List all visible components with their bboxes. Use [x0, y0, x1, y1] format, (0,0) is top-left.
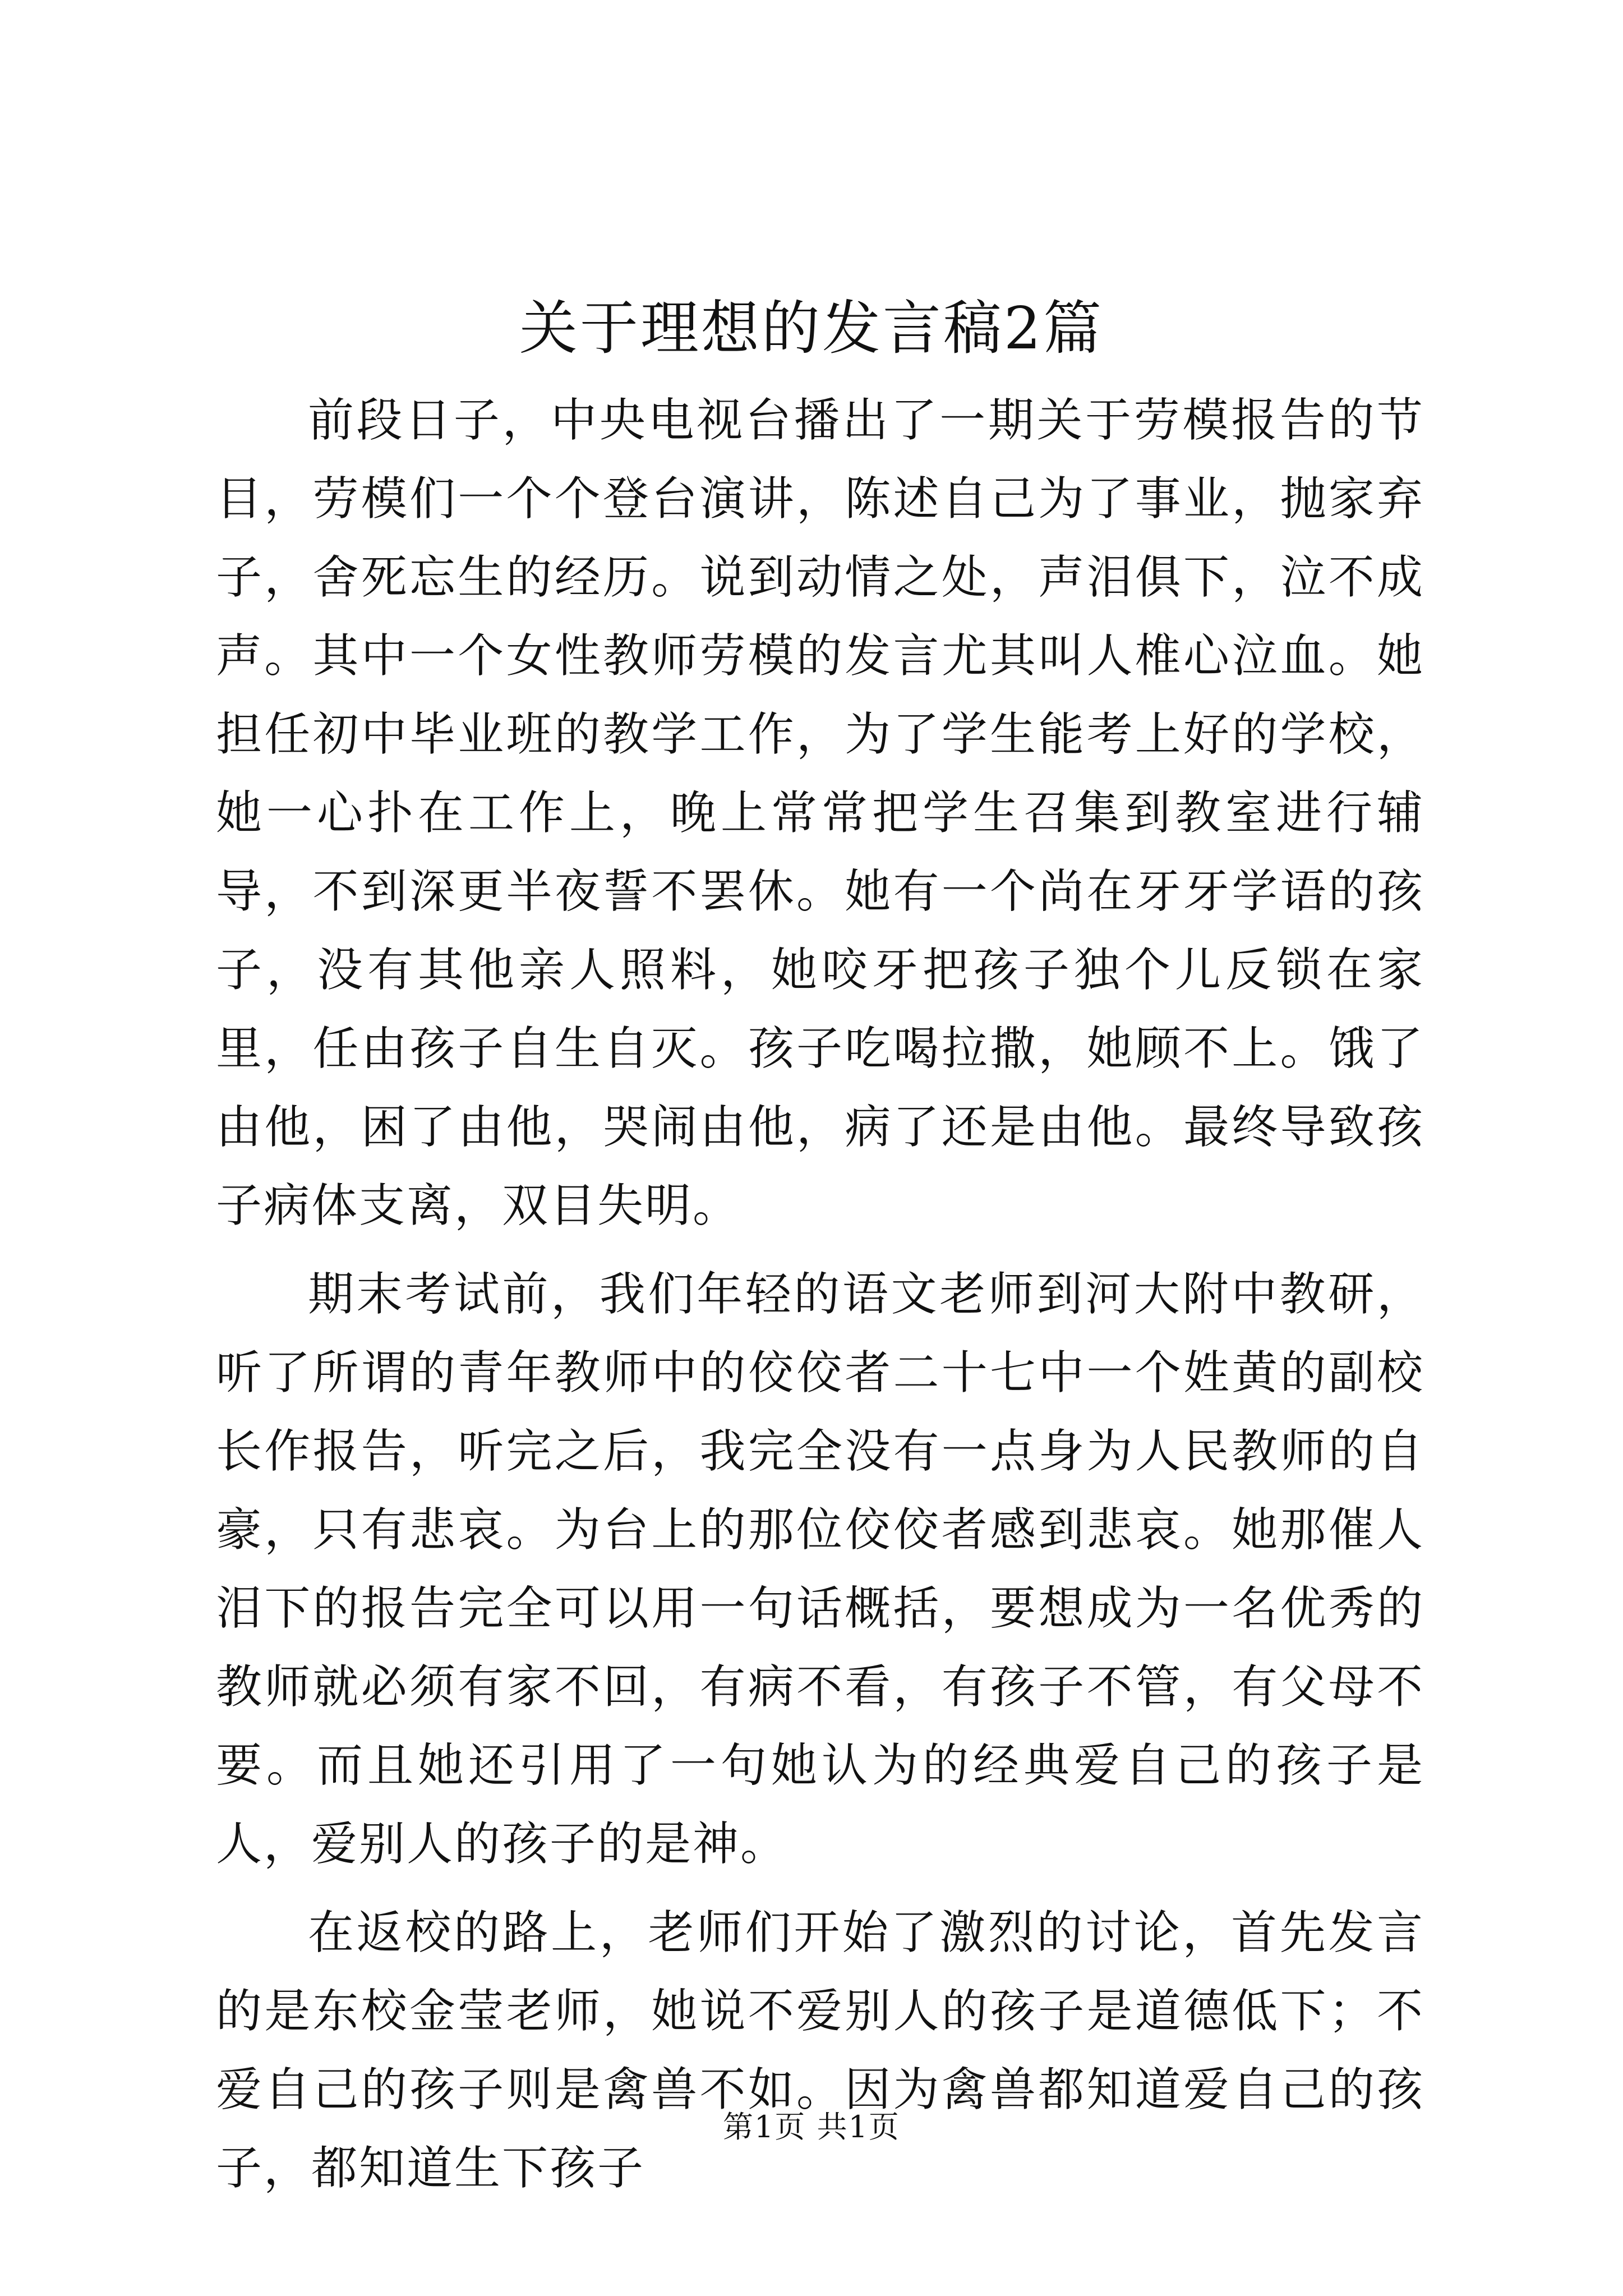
document-body — [216, 381, 1424, 2218]
document-title: 关于理想的发言稿2篇 — [519, 294, 1104, 362]
paragraph-2: 期末考试前，我们年轻的语文老师到河大附中教研，听了所谓的青年教师中的佼佼者二十七中一个姓黄的副校长作报告，听完之后，我完全没有一点身为人民教师的自豪，只有悲哀。为台上的那位佼佼者感到悲哀。她那催人泪下的报告完全可以用一句话概括，要想成为一名优秀的教师就必须有家不回，有病不看，有孩子不管，有父母不要。而且她还引用了一句她认为的经典爱自己的孩子是人，爱别人的孩子的是神。 — [216, 1268, 1424, 1871]
paragraph-3: 在返校的路上，老师们开始了激烈的讨论，首先发言的是东校金莹老师，她说不爱别人的孩子是道德低下；不爱自己的孩子则是禽兽不如。因为禽兽都知道爱自己的孩子，都知道生下孩子 — [216, 1906, 1424, 2195]
paragraph-1: 前段日子，中央电视台播出了一期关于劳模报告的节目，劳模们一个个登台演讲，陈述自己为了事业，抛家弃子，舍死忘生的经历。说到动情之处，声泪俱下，泣不成声。其中一个女性教师劳模的发言尤其叫人椎心泣血。她担任初中毕业班的教学工作，为了学生能考上好的学校，她一心扑在工作上，晚上常常把学生召集到教室进行辅导，不到深更半夜誓不罢休。她有一个尚在牙牙学语的孩子，没有其他亲人照料，她咬牙把孩子独个儿反锁在家里，任由孩子自生自灭。孩子吃喝拉撒，她顾不上。饿了由他，困了由他，哭闹由他，病了还是由他。最终导致孩子病体支离，双目失明。 — [216, 394, 1424, 1232]
page-footer: 第1页 共1页 — [723, 2109, 900, 2145]
